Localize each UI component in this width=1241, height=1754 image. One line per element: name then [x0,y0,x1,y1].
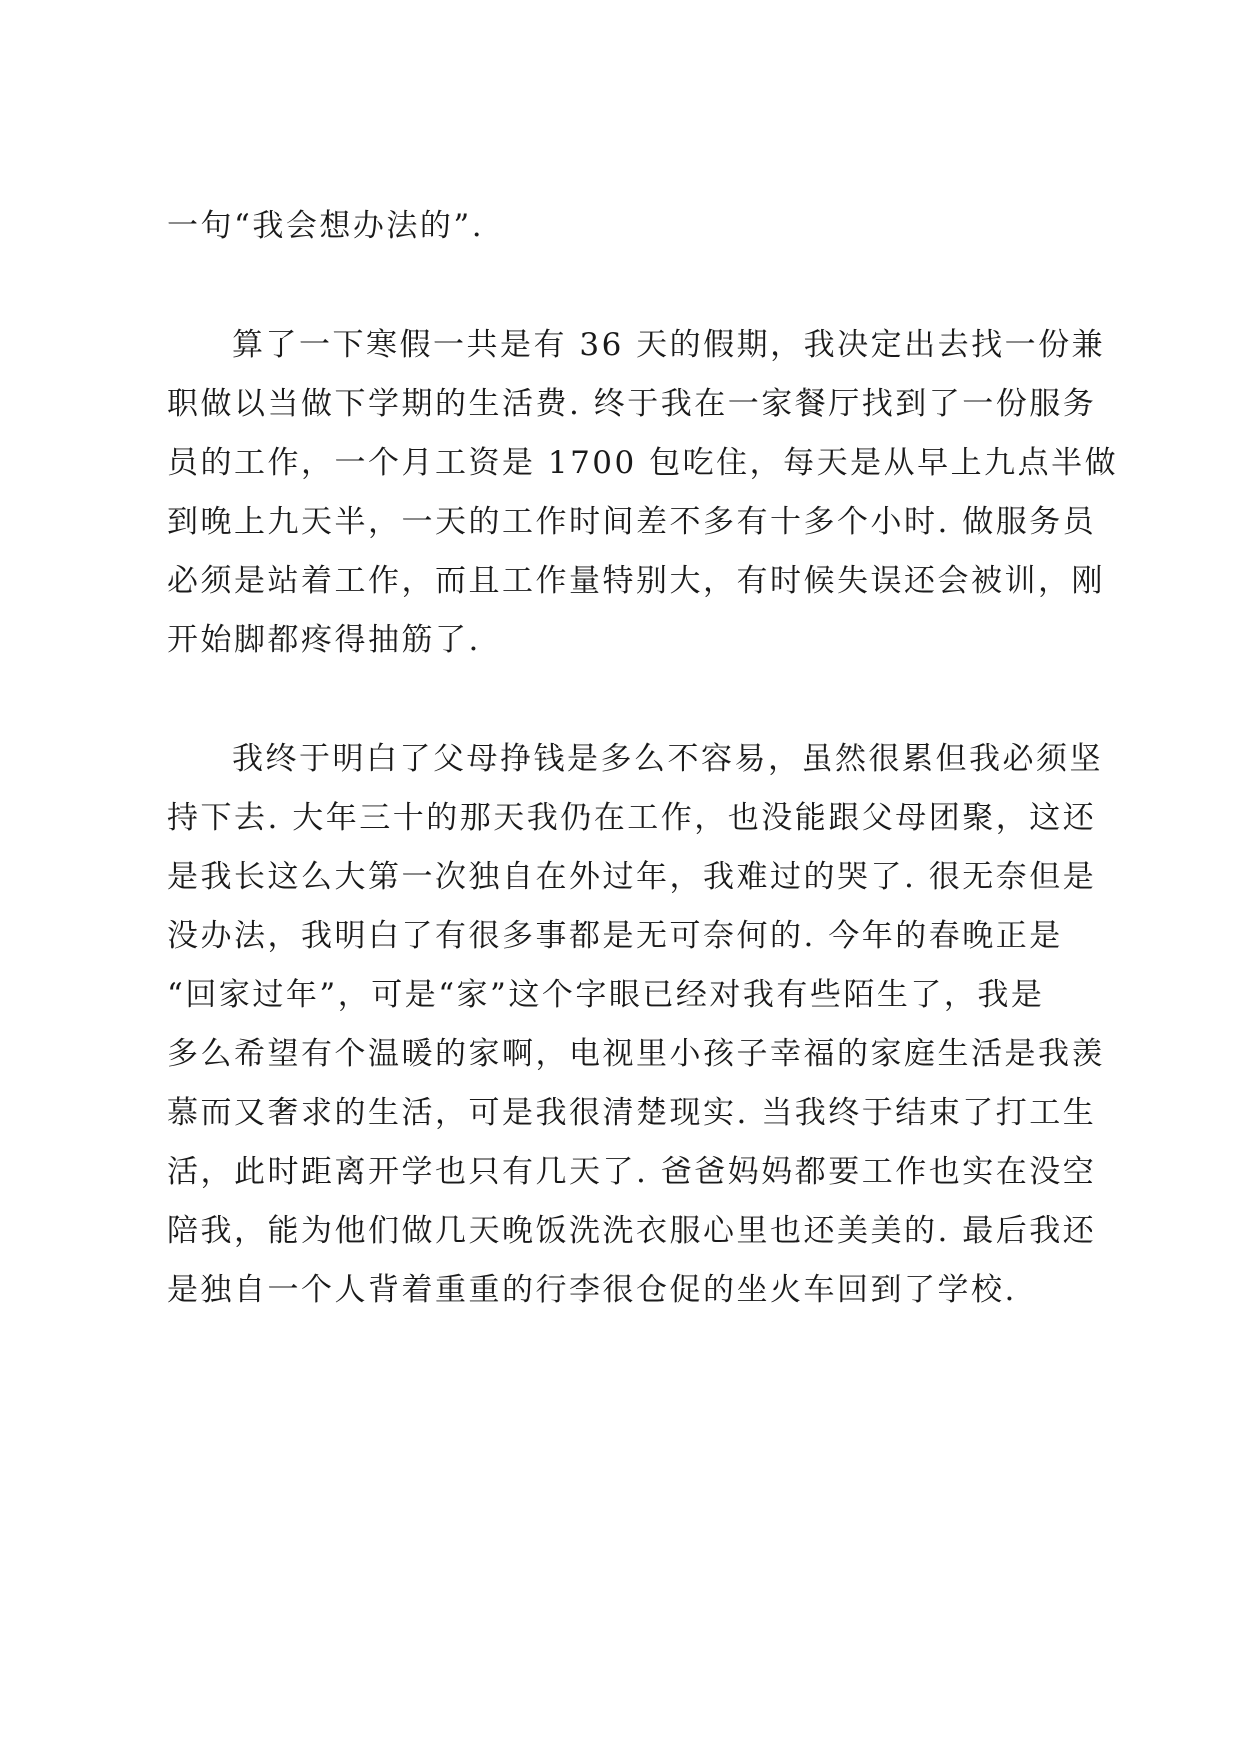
text-line: 多么希望有个温暖的家啊，电视里小孩子幸福的家庭生活是我羡 [167,1036,1105,1072]
text-line: 持下去. 大年三十的那天我仍在工作，也没能跟父母团聚，这还 [167,800,1097,836]
text-line: 是我长这么大第一次独自在外过年，我难过的哭了. 很无奈但是 [167,859,1097,895]
paragraph-first-line: 我终于明白了父母挣钱是多么不容易，虽然很累但我必须坚 [232,741,1103,777]
text-line: “回家过年”，可是“家”这个字眼已经对我有些陌生了，我是 [167,977,1045,1013]
text-line: 开始脚都疼得抽筋了. [167,622,481,658]
text-line: 活，此时距离开学也只有几天了. 爸爸妈妈都要工作也实在没空 [167,1154,1097,1190]
paragraph-first-line: 算了一下寒假一共是有 36 天的假期，我决定出去找一份兼 [232,327,1106,363]
text-line: 是独自一个人背着重重的行李很仓促的坐火车回到了学校. [167,1272,1017,1308]
text-line: 没办法，我明白了有很多事都是无可奈何的. 今年的春晚正是 [167,918,1063,954]
text-line: 到晚上九天半，一天的工作时间差不多有十多个小时. 做服务员 [167,504,1097,540]
text-line: 职做以当做下学期的生活费. 终于我在一家餐厅找到了一份服务 [167,386,1097,422]
text-line: 陪我，能为他们做几天晚饭洗洗衣服心里也还美美的. 最后我还 [167,1213,1097,1249]
text-line: 必须是站着工作，而且工作量特别大，有时候失误还会被训，刚 [167,563,1105,599]
text-line: 员的工作，一个月工资是 1700 包吃住，每天是从早上九点半做 [167,445,1119,481]
text-line: 慕而又奢求的生活，可是我很清楚现实. 当我终于结束了打工生 [167,1095,1097,1131]
text-line: 一句“我会想办法的”. [167,208,485,244]
